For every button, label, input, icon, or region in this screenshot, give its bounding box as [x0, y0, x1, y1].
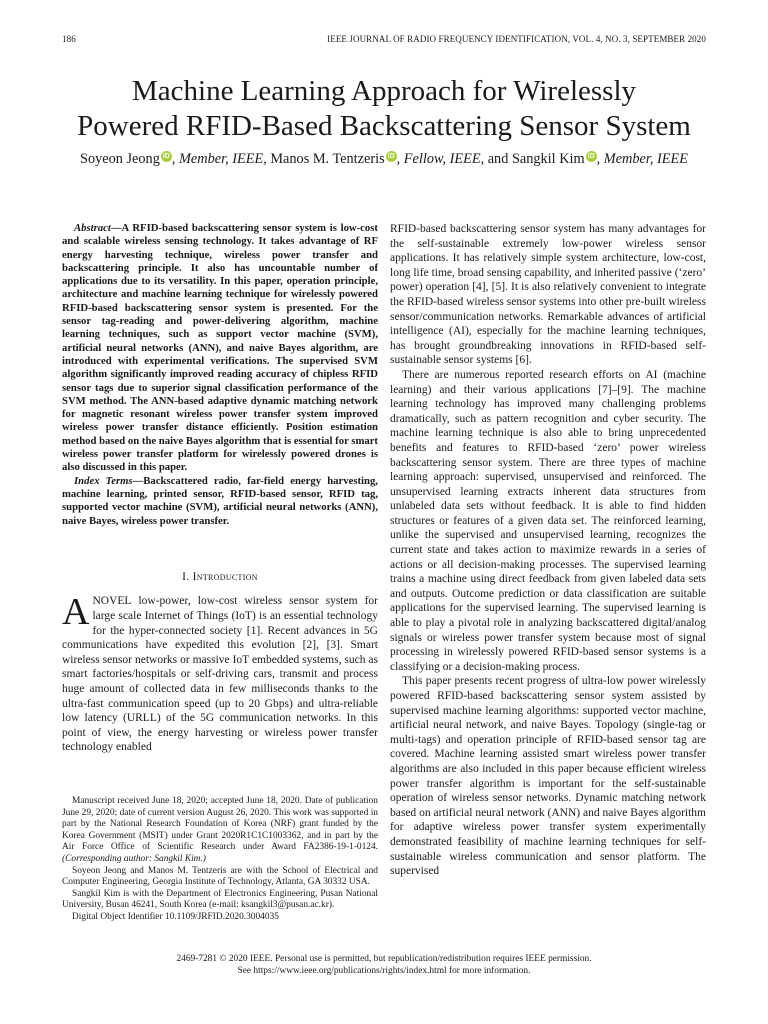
orcid-icon[interactable]: iD	[387, 153, 395, 160]
section-heading	[62, 570, 378, 585]
paper-title	[40, 74, 728, 144]
copyright-line-1: 2469-7281 © 2020 IEEE. Personal use is permitted, but republication/redistribution requires IEEE permission.	[176, 954, 592, 964]
drop-cap: A	[62, 591, 90, 634]
intro-paragraph	[62, 591, 378, 755]
footnote-manuscript	[62, 796, 378, 866]
intro-text: low-power, low-cost wireless sensor system for large scale Internet of Things (IoT) is an essential technology for the hyper-connected society [1]. Recent advances in 5G communications have expedited this evolution [2], [3]. Smart wireless sensor networks or massive IoT embedded systems, such as smart factories/hospitals or self-driving cars, transmit and process huge amount of collected data in few milliseconds thanks to the ultra-fast communication speed (up to 20 Gbps) and ultra-reliable low latency (URLL) of the 5G communication networks. In this point of view, the energy harvesting or wireless power transfer technology enabled	[62, 595, 378, 754]
author-separator: ,	[263, 151, 267, 167]
running-header	[62, 34, 706, 48]
author-1-name: Soyeon Jeong	[80, 151, 160, 167]
author-separator: ,	[396, 151, 401, 167]
title-line-2: Powered RFID-Based Backscattering Sensor System	[77, 110, 691, 142]
journal-title: IEEE JOURNAL OF RADIO FREQUENCY IDENTIFICATION, VOL. 4, NO. 3, SEPTEMBER 2020	[327, 34, 706, 44]
page-number: 186	[62, 34, 76, 44]
abstract-text: —A RFID-based backscattering sensor system is low-cost and scalable wireless sensing technology. It takes advantage of RF energy harvesting technique, wireless power transfer and backscattering principle. It also has uncountable number of applications due to its versatility. In this paper, operation principle, architecture and machine learning technique for wirelessly powered RFID-based backscattering sensor system is presented. For the sensor tag-reading and power-delivering algorithm, machine learning techniques, such as support vector machine (SVM), artificial neural networks (ANN), and naive Bayes algorithm, are introduced with experimental verifications. The supervised SVM algorithm significantly improved reading accuracy of chipless RFID sensor tags due to superior signal classification performance of the SVM method. The ANN-based adaptive dynamic matching network for magnetic resonant wireless power transfer system improved wireless power transfer distance efficiently. Position estimation method based on the naive Bayes algorithm that is essential for smart wireless power transfer platform for wirelessly powered drones is also discussed in this paper.	[62, 222, 378, 474]
section-title: Introduction	[192, 570, 258, 583]
footnote-text: Manuscript received June 18, 2020; accepted June 18, 2020. Date of publication June 29, 2020; date of current version August 26, 2020. This work was supported in part by the National Research Foundation of Korea (NRF) grant funded by the Korea Government (MSIT) under Grant 2020R1C1C1003362, and in part by the Air Force Office of Scientific Research under Award FA2386-19-1-0124.	[62, 796, 378, 853]
index-terms-label: Index Terms	[74, 474, 133, 487]
index-terms-text: —Backscattered radio, far-field energy harvesting, machine learning, printed sensor, RFID-based sensor, RFID tag, supported vector machine (SVM), artificial neural networks (ANN), naive Bayes, wireless power transfer.	[62, 474, 378, 527]
orcid-icon[interactable]: iD	[587, 153, 595, 160]
footnote-affiliation-1: Soyeon Jeong and Manos M. Tentzeris are with the School of Electrical and Computer Engineering, Georgia Institute of Technology, Atlanta, GA 30332 USA.	[62, 865, 378, 888]
footnote-doi[interactable]: Digital Object Identifier 10.1109/JRFID.2020.3004035	[72, 911, 279, 922]
section-number: I.	[182, 570, 193, 583]
body-paragraph: RFID-based backscattering sensor system has many advantages for the self-sustainable extremely low-power wireless sensor applications. It has relatively simple system architecture, low-cost, long life time, broad sensing capability, and inherited passive (‘zero’ power) operation [4], [5]. It is also relatively convenient to integrate the RFID-based wireless sensor systems into other pre-built wireless sensor/communication networks. Remarkable advances of artificial intelligence (AI), especially for the machine learning techniques, has brought groundbreaking innovations in RFID-based self-sustainable sensor systems [6].	[390, 223, 706, 367]
author-3-name: Sangkil Kim	[511, 151, 585, 167]
right-column	[390, 222, 706, 879]
author-and: , and	[480, 151, 509, 167]
author-2-name: Manos M. Tentzeris	[270, 151, 385, 167]
body-paragraph: This paper presents recent progress of ultra-low power wirelessly powered RFID-based backscattering sensor system assisted by supervised machine learning algorithms: supported vector machine, artificial neural network, and naive Bayes. Topology (single-tag or multi-tags) and operation principle of RFID-based sensor tag are covered. Machine learning assisted smart wireless power transfer algorithms are also included in this paper because efficient wireless power transfer algorithm is important for the self-sustainable operation of wireless sensor networks. Dynamic matching network based on artificial neural network (ANN) and naive Bayes algorithm for adaptive wireless power transfer system experimentally demonstrated feasibility of machine learning techniques for self-sustainable wireless communication and sensor platform. The supervised	[390, 675, 706, 878]
author-3-role: Member, IEEE	[603, 151, 688, 167]
author-1-role: Member, IEEE	[179, 151, 264, 167]
body-paragraph: There are numerous reported research efforts on AI (machine learning) and their various applications [7]–[9]. The machine learning technology has improved many challenging problems dramatically, such as pattern recognition and cyber security. The machine learning technique is also able to bring unprecedented benefits and features to RFID-based ‘zero’ power wireless backscattering sensor system. There are three types of machine learning approach: supervised, unsupervised and reinforced. The unsupervised learning extracts inherent data structures from unlabeled data sets without feedback. It is able to find hidden structures or features of a given data set. The reinforced learning, unlike the supervised and unsupervised learning, recognizes the current state and takes action to maximize rewards in a series of actions or all decision-making processes. The supervised learning trains a machine using direct feedback from given labeled data sets and outputs. Outcome prediction or data classification are suitable applications for the supervised learning. The supervised learning is able to play a pivotal role in analyzing backscattered digital/analog signals or wireless power transfer system because most of signal processing in wirelessly powered RFID-based sensor systems is a classifying or a decision-making process.	[390, 368, 706, 673]
copyright-notice	[40, 953, 728, 977]
corresponding-author: (Corresponding author: Sangkil Kim.)	[62, 853, 206, 864]
intro-first-word: NOVEL	[92, 595, 132, 608]
abstract	[62, 222, 378, 475]
copyright-line-2[interactable]: See https://www.ieee.org/publications/rights/index.html for more information.	[237, 966, 531, 976]
left-column	[62, 222, 378, 755]
index-terms	[62, 475, 378, 528]
footnotes	[62, 796, 378, 924]
abstract-label: Abstract	[74, 222, 111, 234]
author-list	[40, 151, 728, 168]
author-separator: ,	[171, 151, 176, 167]
footnote-affiliation-2: Sangkil Kim is with the Department of Electronics Engineering, Pusan National University, Busan 46241, South Korea (e-mail: ksangkil3@pusan.ac.kr).	[62, 888, 378, 911]
author-2-role: Fellow, IEEE	[403, 151, 481, 167]
title-line-1: Machine Learning Approach for Wirelessly	[131, 75, 637, 107]
orcid-icon[interactable]: iD	[162, 153, 170, 160]
author-separator: ,	[596, 151, 601, 167]
